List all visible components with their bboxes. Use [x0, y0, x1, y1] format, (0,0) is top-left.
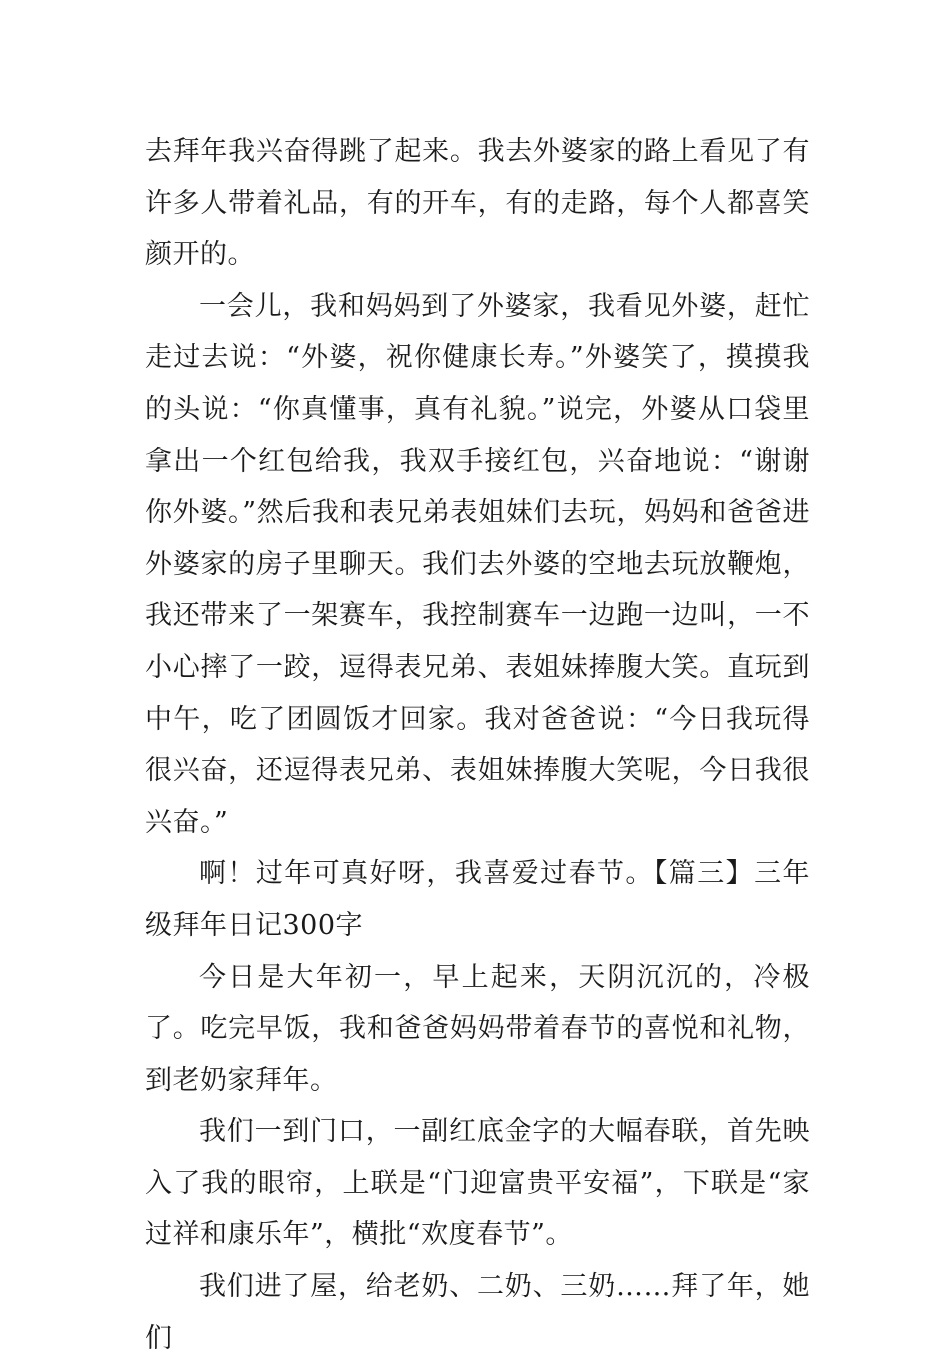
paragraph-4: 今日是大年初一，早上起来，天阴沉沉的，冷极了。吃完早饭，我和爸爸妈妈带着春节的喜悦和礼物，到老奶家拜年。: [145, 961, 810, 1096]
paragraph-1: 去拜年我兴奋得跳了起来。我去外婆家的路上看见了有许多人带着礼品，有的开车，有的走路，每个人都喜笑颜开的。: [145, 136, 810, 271]
paragraph-6: 我们进了屋，给老奶、二奶、三奶……拜了年，她们: [145, 1271, 810, 1354]
body-text: [145, 126, 810, 1364]
paragraph-5: 我们一到门口，一副红底金字的大幅春联，首先映入了我的眼帘，上联是“门迎富贵平安福”，下联是“家过祥和康乐年”，横批“欢度春节”。: [145, 1116, 810, 1251]
paragraph-3: 啊！过年可真好呀，我喜爱过春节。【篇三】三年级拜年日记300字: [145, 858, 810, 941]
paragraph-2: 一会儿，我和妈妈到了外婆家，我看见外婆，赶忙走过去说：“外婆，祝你健康长寿。”外婆笑了，摸摸我的头说：“你真懂事，真有礼貌。”说完，外婆从口袋里拿出一个红包给我，我双手接红包，兴奋地说：“谢谢你外婆。”然后我和表兄弟表姐妹们去玩，妈妈和爸爸进外婆家的房子里聊天。我们去外婆的空地去玩放鞭炮，我还带来了一架赛车，我控制赛车一边跑一边叫，一不小心摔了一跤，逗得表兄弟、表姐妹捧腹大笑。直玩到中午，吃了团圆饭才回家。我对爸爸说：“今日我玩得很兴奋，还逗得表兄弟、表姐妹捧腹大笑呢，今日我很兴奋。”: [145, 290, 810, 838]
